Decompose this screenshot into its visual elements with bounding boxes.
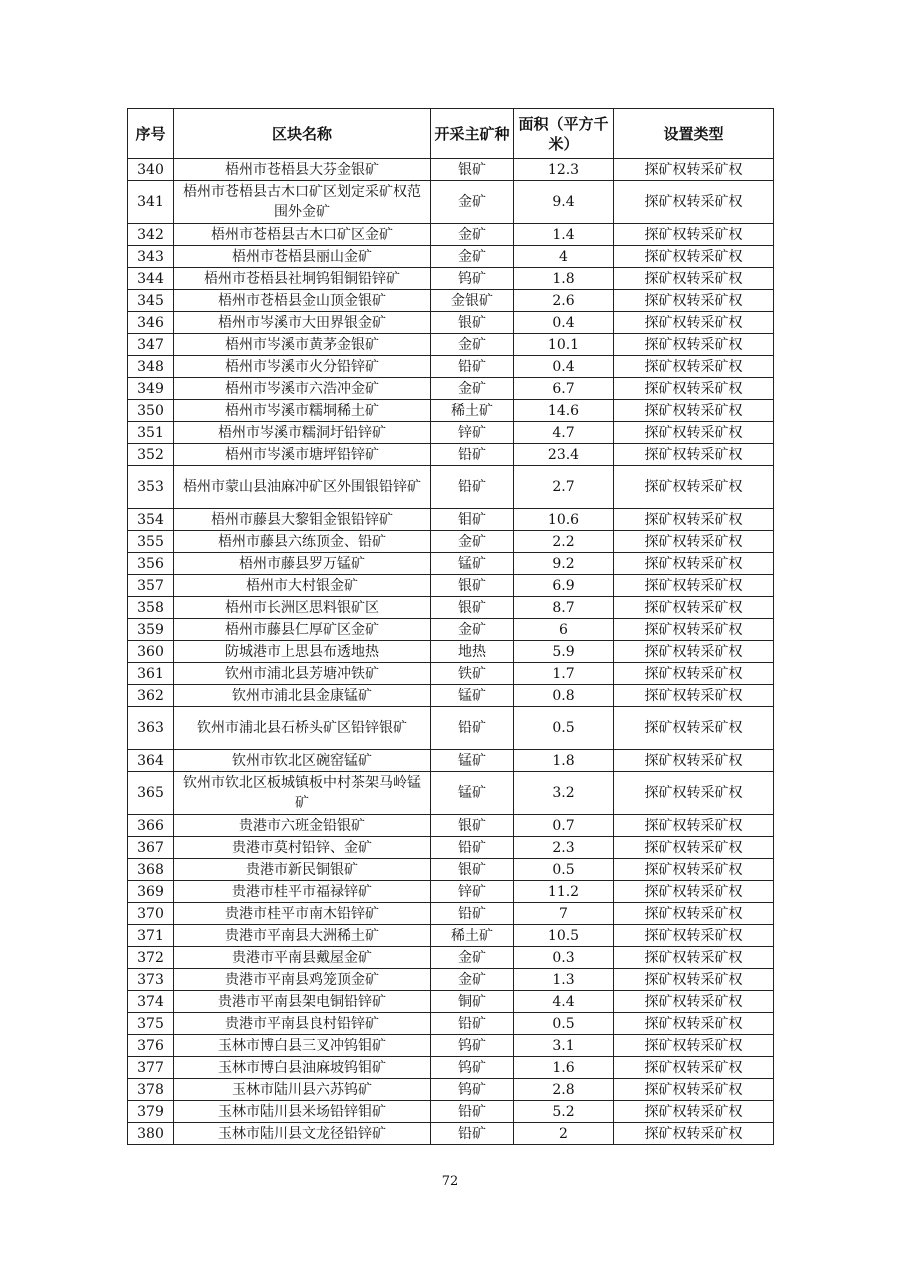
cell-area: 1.3 [514,969,614,991]
cell-area: 6 [514,619,614,641]
table-row [128,925,774,947]
cell-serial-no: 354 [128,509,174,531]
cell-serial-no: 348 [128,356,174,378]
table-row [128,641,774,663]
cell-setup-type: 探矿权转采矿权 [614,903,774,925]
cell-main-mineral: 铅矿 [431,1123,514,1145]
cell-main-mineral: 金矿 [431,334,514,356]
cell-area: 2.2 [514,531,614,553]
cell-block-name: 防城港市上思县布透地热 [174,641,431,663]
cell-serial-no: 367 [128,837,174,859]
cell-setup-type: 探矿权转采矿权 [614,290,774,312]
cell-serial-no: 349 [128,378,174,400]
cell-serial-no: 372 [128,947,174,969]
table-body [128,159,774,1145]
table-row [128,685,774,707]
page-number: 72 [441,1174,459,1189]
table-row [128,663,774,685]
table-row [128,290,774,312]
cell-setup-type: 探矿权转采矿权 [614,707,774,750]
cell-block-name: 钦州市浦北县金康锰矿 [174,685,431,707]
cell-area: 5.9 [514,641,614,663]
cell-setup-type: 探矿权转采矿权 [614,312,774,334]
cell-serial-no: 355 [128,531,174,553]
cell-main-mineral: 铅矿 [431,466,514,509]
cell-setup-type: 探矿权转采矿权 [614,1123,774,1145]
cell-serial-no: 350 [128,400,174,422]
cell-main-mineral: 钼矿 [431,509,514,531]
cell-block-name: 梧州市岑溪市大田界银金矿 [174,312,431,334]
table-row [128,881,774,903]
cell-main-mineral: 铅矿 [431,707,514,750]
cell-serial-no: 370 [128,903,174,925]
cell-area: 3.1 [514,1035,614,1057]
cell-area: 5.2 [514,1101,614,1123]
cell-block-name: 玉林市博白县油麻坡钨钼矿 [174,1057,431,1079]
table-row [128,1101,774,1123]
table-row [128,1123,774,1145]
table-row [128,159,774,181]
cell-block-name: 贵港市平南县鸡笼顶金矿 [174,969,431,991]
cell-main-mineral: 银矿 [431,815,514,837]
cell-area: 0.5 [514,859,614,881]
cell-area: 2.8 [514,1079,614,1101]
cell-main-mineral: 锰矿 [431,685,514,707]
cell-block-name: 梧州市苍梧县丽山金矿 [174,246,431,268]
table-row [128,575,774,597]
cell-area: 10.6 [514,509,614,531]
cell-main-mineral: 锰矿 [431,750,514,772]
cell-block-name: 梧州市岑溪市火分铅锌矿 [174,356,431,378]
table-row [128,246,774,268]
cell-setup-type: 探矿权转采矿权 [614,378,774,400]
cell-area: 2 [514,1123,614,1145]
cell-serial-no: 371 [128,925,174,947]
cell-serial-no: 379 [128,1101,174,1123]
cell-main-mineral: 金银矿 [431,290,514,312]
cell-area: 0.5 [514,1013,614,1035]
table-row [128,903,774,925]
cell-main-mineral: 金矿 [431,947,514,969]
cell-block-name: 梧州市岑溪市黄茅金银矿 [174,334,431,356]
cell-block-name: 钦州市浦北县芳塘冲铁矿 [174,663,431,685]
header-block-name: 区块名称 [174,109,431,159]
cell-area: 0.8 [514,685,614,707]
cell-main-mineral: 锰矿 [431,553,514,575]
cell-serial-no: 341 [128,181,174,224]
cell-setup-type: 探矿权转采矿权 [614,641,774,663]
cell-block-name: 贵港市六班金铅银矿 [174,815,431,837]
cell-block-name: 玉林市陆川县文龙径铅锌矿 [174,1123,431,1145]
cell-main-mineral: 金矿 [431,378,514,400]
cell-serial-no: 345 [128,290,174,312]
cell-main-mineral: 铅矿 [431,1013,514,1035]
table-row [128,509,774,531]
table-row [128,597,774,619]
cell-block-name: 梧州市苍梧县社垌钨钼铜铅锌矿 [174,268,431,290]
table-row [128,444,774,466]
cell-setup-type: 探矿权转采矿权 [614,685,774,707]
table-row [128,859,774,881]
cell-setup-type: 探矿权转采矿权 [614,597,774,619]
cell-serial-no: 366 [128,815,174,837]
cell-serial-no: 351 [128,422,174,444]
table-row [128,969,774,991]
cell-serial-no: 342 [128,224,174,246]
table-row [128,553,774,575]
cell-area: 2.7 [514,466,614,509]
table-row [128,378,774,400]
cell-block-name: 玉林市博白县三叉冲钨钼矿 [174,1035,431,1057]
cell-setup-type: 探矿权转采矿权 [614,422,774,444]
cell-area: 6.9 [514,575,614,597]
cell-serial-no: 365 [128,772,174,815]
cell-block-name: 贵港市新民铜银矿 [174,859,431,881]
cell-serial-no: 359 [128,619,174,641]
cell-block-name: 贵港市莫村铅锌、金矿 [174,837,431,859]
cell-main-mineral: 铅矿 [431,1101,514,1123]
cell-block-name: 钦州市钦北区碗窑锰矿 [174,750,431,772]
cell-serial-no: 375 [128,1013,174,1035]
table-row [128,772,774,815]
cell-serial-no: 340 [128,159,174,181]
cell-serial-no: 358 [128,597,174,619]
cell-setup-type: 探矿权转采矿权 [614,268,774,290]
table-row [128,356,774,378]
cell-serial-no: 356 [128,553,174,575]
cell-main-mineral: 铅矿 [431,837,514,859]
cell-serial-no: 360 [128,641,174,663]
cell-block-name: 梧州市蒙山县油麻冲矿区外围银铅锌矿 [174,466,431,509]
cell-serial-no: 352 [128,444,174,466]
cell-serial-no: 357 [128,575,174,597]
cell-area: 7 [514,903,614,925]
cell-area: 6.7 [514,378,614,400]
cell-serial-no: 361 [128,663,174,685]
cell-block-name: 贵港市平南县戴屋金矿 [174,947,431,969]
cell-main-mineral: 银矿 [431,597,514,619]
cell-serial-no: 363 [128,707,174,750]
cell-setup-type: 探矿权转采矿权 [614,224,774,246]
table-row [128,268,774,290]
cell-main-mineral: 金矿 [431,224,514,246]
cell-main-mineral: 稀土矿 [431,400,514,422]
cell-setup-type: 探矿权转采矿权 [614,619,774,641]
cell-area: 0.5 [514,707,614,750]
cell-main-mineral: 金矿 [431,619,514,641]
table-row [128,815,774,837]
cell-block-name: 贵港市平南县良村铅锌矿 [174,1013,431,1035]
cell-area: 10.5 [514,925,614,947]
cell-setup-type: 探矿权转采矿权 [614,881,774,903]
cell-main-mineral: 铅矿 [431,444,514,466]
cell-area: 1.8 [514,268,614,290]
header-serial-no: 序号 [128,109,174,159]
cell-block-name: 玉林市陆川县米场铅锌钼矿 [174,1101,431,1123]
cell-block-name: 梧州市岑溪市糯洞圩铅锌矿 [174,422,431,444]
cell-setup-type: 探矿权转采矿权 [614,1101,774,1123]
cell-setup-type: 探矿权转采矿权 [614,181,774,224]
cell-area: 3.2 [514,772,614,815]
cell-area: 4 [514,246,614,268]
cell-block-name: 钦州市钦北区板城镇板中村茶架马岭锰矿 [174,772,431,815]
cell-block-name: 梧州市藤县大黎钼金银铅锌矿 [174,509,431,531]
table-header-row [128,109,774,159]
cell-setup-type: 探矿权转采矿权 [614,356,774,378]
cell-setup-type: 探矿权转采矿权 [614,334,774,356]
table-row [128,422,774,444]
cell-area: 12.3 [514,159,614,181]
cell-area: 9.4 [514,181,614,224]
cell-area: 0.3 [514,947,614,969]
cell-setup-type: 探矿权转采矿权 [614,553,774,575]
cell-block-name: 梧州市岑溪市塘坪铅锌矿 [174,444,431,466]
cell-main-mineral: 锌矿 [431,881,514,903]
cell-serial-no: 373 [128,969,174,991]
cell-main-mineral: 钨矿 [431,1057,514,1079]
cell-area: 23.4 [514,444,614,466]
cell-block-name: 贵港市桂平市南木铅锌矿 [174,903,431,925]
cell-main-mineral: 铁矿 [431,663,514,685]
mining-blocks-table [127,108,774,1145]
cell-setup-type: 探矿权转采矿权 [614,531,774,553]
cell-serial-no: 377 [128,1057,174,1079]
cell-setup-type: 探矿权转采矿权 [614,859,774,881]
cell-main-mineral: 银矿 [431,575,514,597]
table-row [128,707,774,750]
cell-setup-type: 探矿权转采矿权 [614,246,774,268]
cell-setup-type: 探矿权转采矿权 [614,991,774,1013]
cell-setup-type: 探矿权转采矿权 [614,969,774,991]
table-row [128,619,774,641]
cell-serial-no: 374 [128,991,174,1013]
table-row [128,1057,774,1079]
cell-main-mineral: 银矿 [431,159,514,181]
cell-main-mineral: 锰矿 [431,772,514,815]
cell-block-name: 玉林市陆川县六苏钨矿 [174,1079,431,1101]
cell-main-mineral: 钨矿 [431,1035,514,1057]
cell-block-name: 梧州市藤县六练顶金、铅矿 [174,531,431,553]
cell-block-name: 梧州市长洲区思料银矿区 [174,597,431,619]
cell-serial-no: 344 [128,268,174,290]
cell-area: 8.7 [514,597,614,619]
table-row [128,1079,774,1101]
header-setup-type: 设置类型 [614,109,774,159]
cell-setup-type: 探矿权转采矿权 [614,815,774,837]
cell-main-mineral: 铅矿 [431,903,514,925]
cell-setup-type: 探矿权转采矿权 [614,1013,774,1035]
cell-setup-type: 探矿权转采矿权 [614,575,774,597]
cell-setup-type: 探矿权转采矿权 [614,663,774,685]
cell-main-mineral: 稀土矿 [431,925,514,947]
cell-serial-no: 368 [128,859,174,881]
cell-serial-no: 362 [128,685,174,707]
cell-block-name: 梧州市岑溪市糯垌稀土矿 [174,400,431,422]
cell-block-name: 梧州市岑溪市六浩冲金矿 [174,378,431,400]
cell-setup-type: 探矿权转采矿权 [614,925,774,947]
table-row [128,991,774,1013]
table-row [128,466,774,509]
cell-area: 2.3 [514,837,614,859]
cell-main-mineral: 金矿 [431,181,514,224]
cell-setup-type: 探矿权转采矿权 [614,772,774,815]
table-row [128,181,774,224]
table-row [128,400,774,422]
cell-setup-type: 探矿权转采矿权 [614,1079,774,1101]
cell-serial-no: 369 [128,881,174,903]
cell-block-name: 梧州市苍梧县大芬金银矿 [174,159,431,181]
cell-main-mineral: 银矿 [431,859,514,881]
cell-area: 10.1 [514,334,614,356]
cell-area: 9.2 [514,553,614,575]
cell-area: 4.4 [514,991,614,1013]
cell-area: 0.4 [514,356,614,378]
cell-main-mineral: 锌矿 [431,422,514,444]
table-row [128,1035,774,1057]
table-row [128,224,774,246]
cell-area: 1.4 [514,224,614,246]
cell-main-mineral: 钨矿 [431,1079,514,1101]
cell-main-mineral: 金矿 [431,969,514,991]
table-row [128,334,774,356]
cell-block-name: 梧州市苍梧县金山顶金银矿 [174,290,431,312]
cell-serial-no: 346 [128,312,174,334]
cell-main-mineral: 地热 [431,641,514,663]
table-row [128,947,774,969]
cell-block-name: 贵港市平南县架电铜铅锌矿 [174,991,431,1013]
cell-area: 1.7 [514,663,614,685]
cell-block-name: 梧州市大村银金矿 [174,575,431,597]
cell-setup-type: 探矿权转采矿权 [614,750,774,772]
cell-serial-no: 380 [128,1123,174,1145]
table-row [128,531,774,553]
cell-serial-no: 353 [128,466,174,509]
cell-area: 2.6 [514,290,614,312]
cell-setup-type: 探矿权转采矿权 [614,400,774,422]
cell-main-mineral: 钨矿 [431,268,514,290]
cell-area: 0.4 [514,312,614,334]
cell-area: 1.8 [514,750,614,772]
cell-block-name: 梧州市苍梧县古木口矿区金矿 [174,224,431,246]
cell-serial-no: 378 [128,1079,174,1101]
cell-area: 14.6 [514,400,614,422]
cell-block-name: 梧州市藤县罗万锰矿 [174,553,431,575]
cell-setup-type: 探矿权转采矿权 [614,837,774,859]
table-row [128,1013,774,1035]
cell-serial-no: 343 [128,246,174,268]
cell-setup-type: 探矿权转采矿权 [614,1057,774,1079]
cell-main-mineral: 铅矿 [431,356,514,378]
table-row [128,750,774,772]
cell-setup-type: 探矿权转采矿权 [614,444,774,466]
table-row [128,312,774,334]
cell-block-name: 贵港市平南县大洲稀土矿 [174,925,431,947]
cell-main-mineral: 银矿 [431,312,514,334]
table-row [128,837,774,859]
cell-area: 4.7 [514,422,614,444]
cell-area: 11.2 [514,881,614,903]
cell-setup-type: 探矿权转采矿权 [614,1035,774,1057]
cell-main-mineral: 金矿 [431,531,514,553]
header-area: 面积（平方千米） [514,109,614,159]
cell-main-mineral: 铜矿 [431,991,514,1013]
cell-setup-type: 探矿权转采矿权 [614,947,774,969]
cell-block-name: 贵港市桂平市福禄锌矿 [174,881,431,903]
cell-area: 1.6 [514,1057,614,1079]
cell-main-mineral: 金矿 [431,246,514,268]
cell-block-name: 梧州市藤县仁厚矿区金矿 [174,619,431,641]
cell-block-name: 梧州市苍梧县古木口矿区划定采矿权范围外金矿 [174,181,431,224]
cell-area: 0.7 [514,815,614,837]
cell-block-name: 钦州市浦北县石桥头矿区铅锌银矿 [174,707,431,750]
cell-setup-type: 探矿权转采矿权 [614,466,774,509]
cell-serial-no: 347 [128,334,174,356]
cell-setup-type: 探矿权转采矿权 [614,159,774,181]
cell-serial-no: 376 [128,1035,174,1057]
cell-setup-type: 探矿权转采矿权 [614,509,774,531]
header-main-mineral: 开采主矿种 [431,109,514,159]
cell-serial-no: 364 [128,750,174,772]
